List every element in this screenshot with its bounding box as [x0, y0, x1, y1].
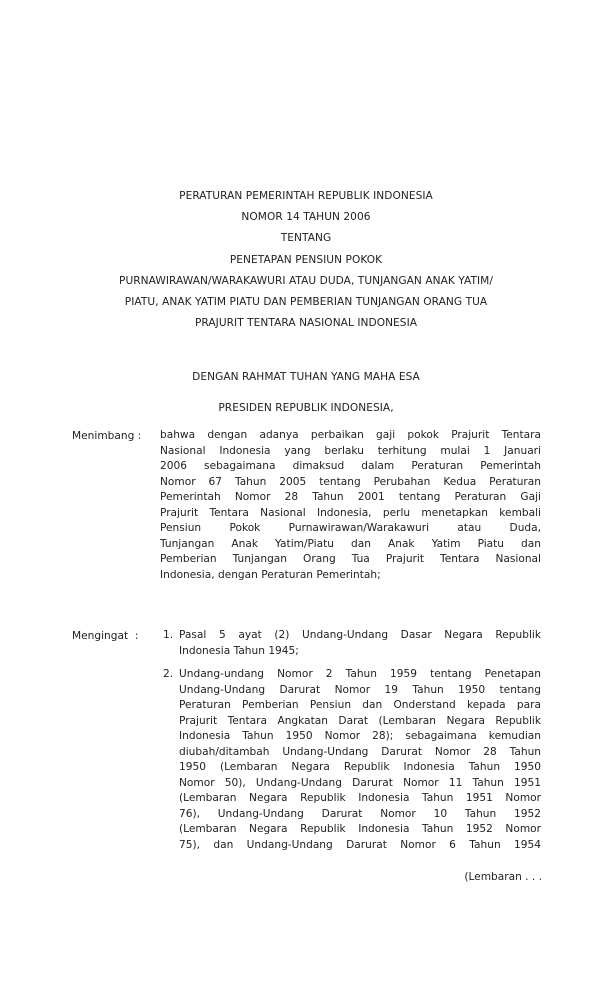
menimbang-line: Indonesia, dengan Peraturan Pemerintah; — [160, 568, 381, 581]
menimbang-line: Nomor 67 Tahun 2005 tentang Perubahan Kedua Peraturan — [160, 475, 541, 488]
list-line: 75), dan Undang-Undang Darurat Nomor 6 Tahun 1954 — [179, 838, 541, 851]
list-line: Undang-undang Nomor 2 Tahun 1959 tentang Penetapan — [179, 668, 541, 680]
list-line: diubah/ditambah Undang-Undang Darurat Nomor 28 Tahun — [179, 745, 541, 758]
page-continuation: (Lembaran . . . — [464, 871, 542, 883]
title-subject-3: PIATU, ANAK YATIM PIATU DAN PEMBERIAN TUNJANGAN ORANG TUA — [124, 296, 488, 308]
list-line: 1950 (Lembaran Negara Republik Indonesia Tahun 1950 — [179, 761, 541, 773]
list-number: 1. — [163, 629, 174, 641]
list-line: Indonesia Tahun 1945; — [179, 644, 299, 657]
list-line: Pasal 5 ayat (2) Undang-Undang Dasar Negara Republik — [179, 629, 541, 641]
list-line: Nomor 50), Undang-Undang Darurat Nomor 11 Tahun 1951 — [179, 776, 541, 789]
menimbang-text — [160, 428, 541, 583]
list-line: 76), Undang-Undang Darurat Nomor 10 Tahun 1952 — [179, 807, 541, 820]
menimbang-line: 2006 sebagaimana dimaksud dalam Peraturan Pemerintah — [160, 460, 541, 472]
title-subject-4: PRAJURIT TENTARA NASIONAL INDONESIA — [194, 317, 418, 329]
preamble-blessing: DENGAN RAHMAT TUHAN YANG MAHA ESA — [192, 371, 420, 383]
list-number: 2. — [163, 668, 174, 680]
list-line: Indonesia Tahun 1950 Nomor 28); sebagaimana kemudian — [179, 730, 541, 742]
mengingat-label: Mengingat : — [72, 630, 139, 642]
menimbang-line: Pemerintah Nomor 28 Tahun 2001 tentang Peraturan Gaji — [160, 491, 541, 503]
preamble-president: PRESIDEN REPUBLIK INDONESIA, — [218, 402, 394, 414]
menimbang-line: Tunjangan Anak Yatim/Piatu dan Anak Yatim Piatu dan — [160, 537, 541, 550]
list-line: Peraturan Pemberian Pensiun dan Onderstand kepada para — [179, 699, 541, 711]
title-subject-2: PURNAWIRAWAN/WARAKAWURI ATAU DUDA, TUNJANGAN ANAK YATIM/ — [119, 275, 493, 287]
menimbang-line: Prajurit Tentara Nasional Indonesia, perlu menetapkan kembali — [160, 506, 541, 519]
menimbang-line: Pensiun Pokok Purnawirawan/Warakawuri atau Duda, — [160, 522, 541, 534]
title-line-1: PERATURAN PEMERINTAH REPUBLIK INDONESIA — [179, 190, 433, 202]
menimbang-line: Pemberian Tunjangan Orang Tua Prajurit Tentara Nasional — [160, 553, 541, 565]
menimbang-line: Nasional Indonesia yang berlaku terhitung mulai 1 Januari — [160, 444, 541, 457]
title-tentang: TENTANG — [280, 232, 332, 244]
list-line: (Lembaran Negara Republik Indonesia Tahun 1952 Nomor — [179, 823, 541, 835]
list-line: Prajurit Tentara Angkatan Darat (Lembaran Negara Republik — [179, 714, 541, 727]
title-subject-1: PENETAPAN PENSIUN POKOK — [229, 254, 383, 266]
menimbang-line: bahwa dengan adanya perbaikan gaji pokok Prajurit Tentara — [160, 429, 541, 441]
title-number: NOMOR 14 TAHUN 2006 — [241, 211, 371, 223]
menimbang-label: Menimbang : — [72, 430, 142, 442]
list-line: (Lembaran Negara Republik Indonesia Tahun 1951 Nomor — [179, 792, 541, 804]
list-line: Undang-Undang Darurat Nomor 19 Tahun 1950 tentang — [179, 683, 541, 696]
